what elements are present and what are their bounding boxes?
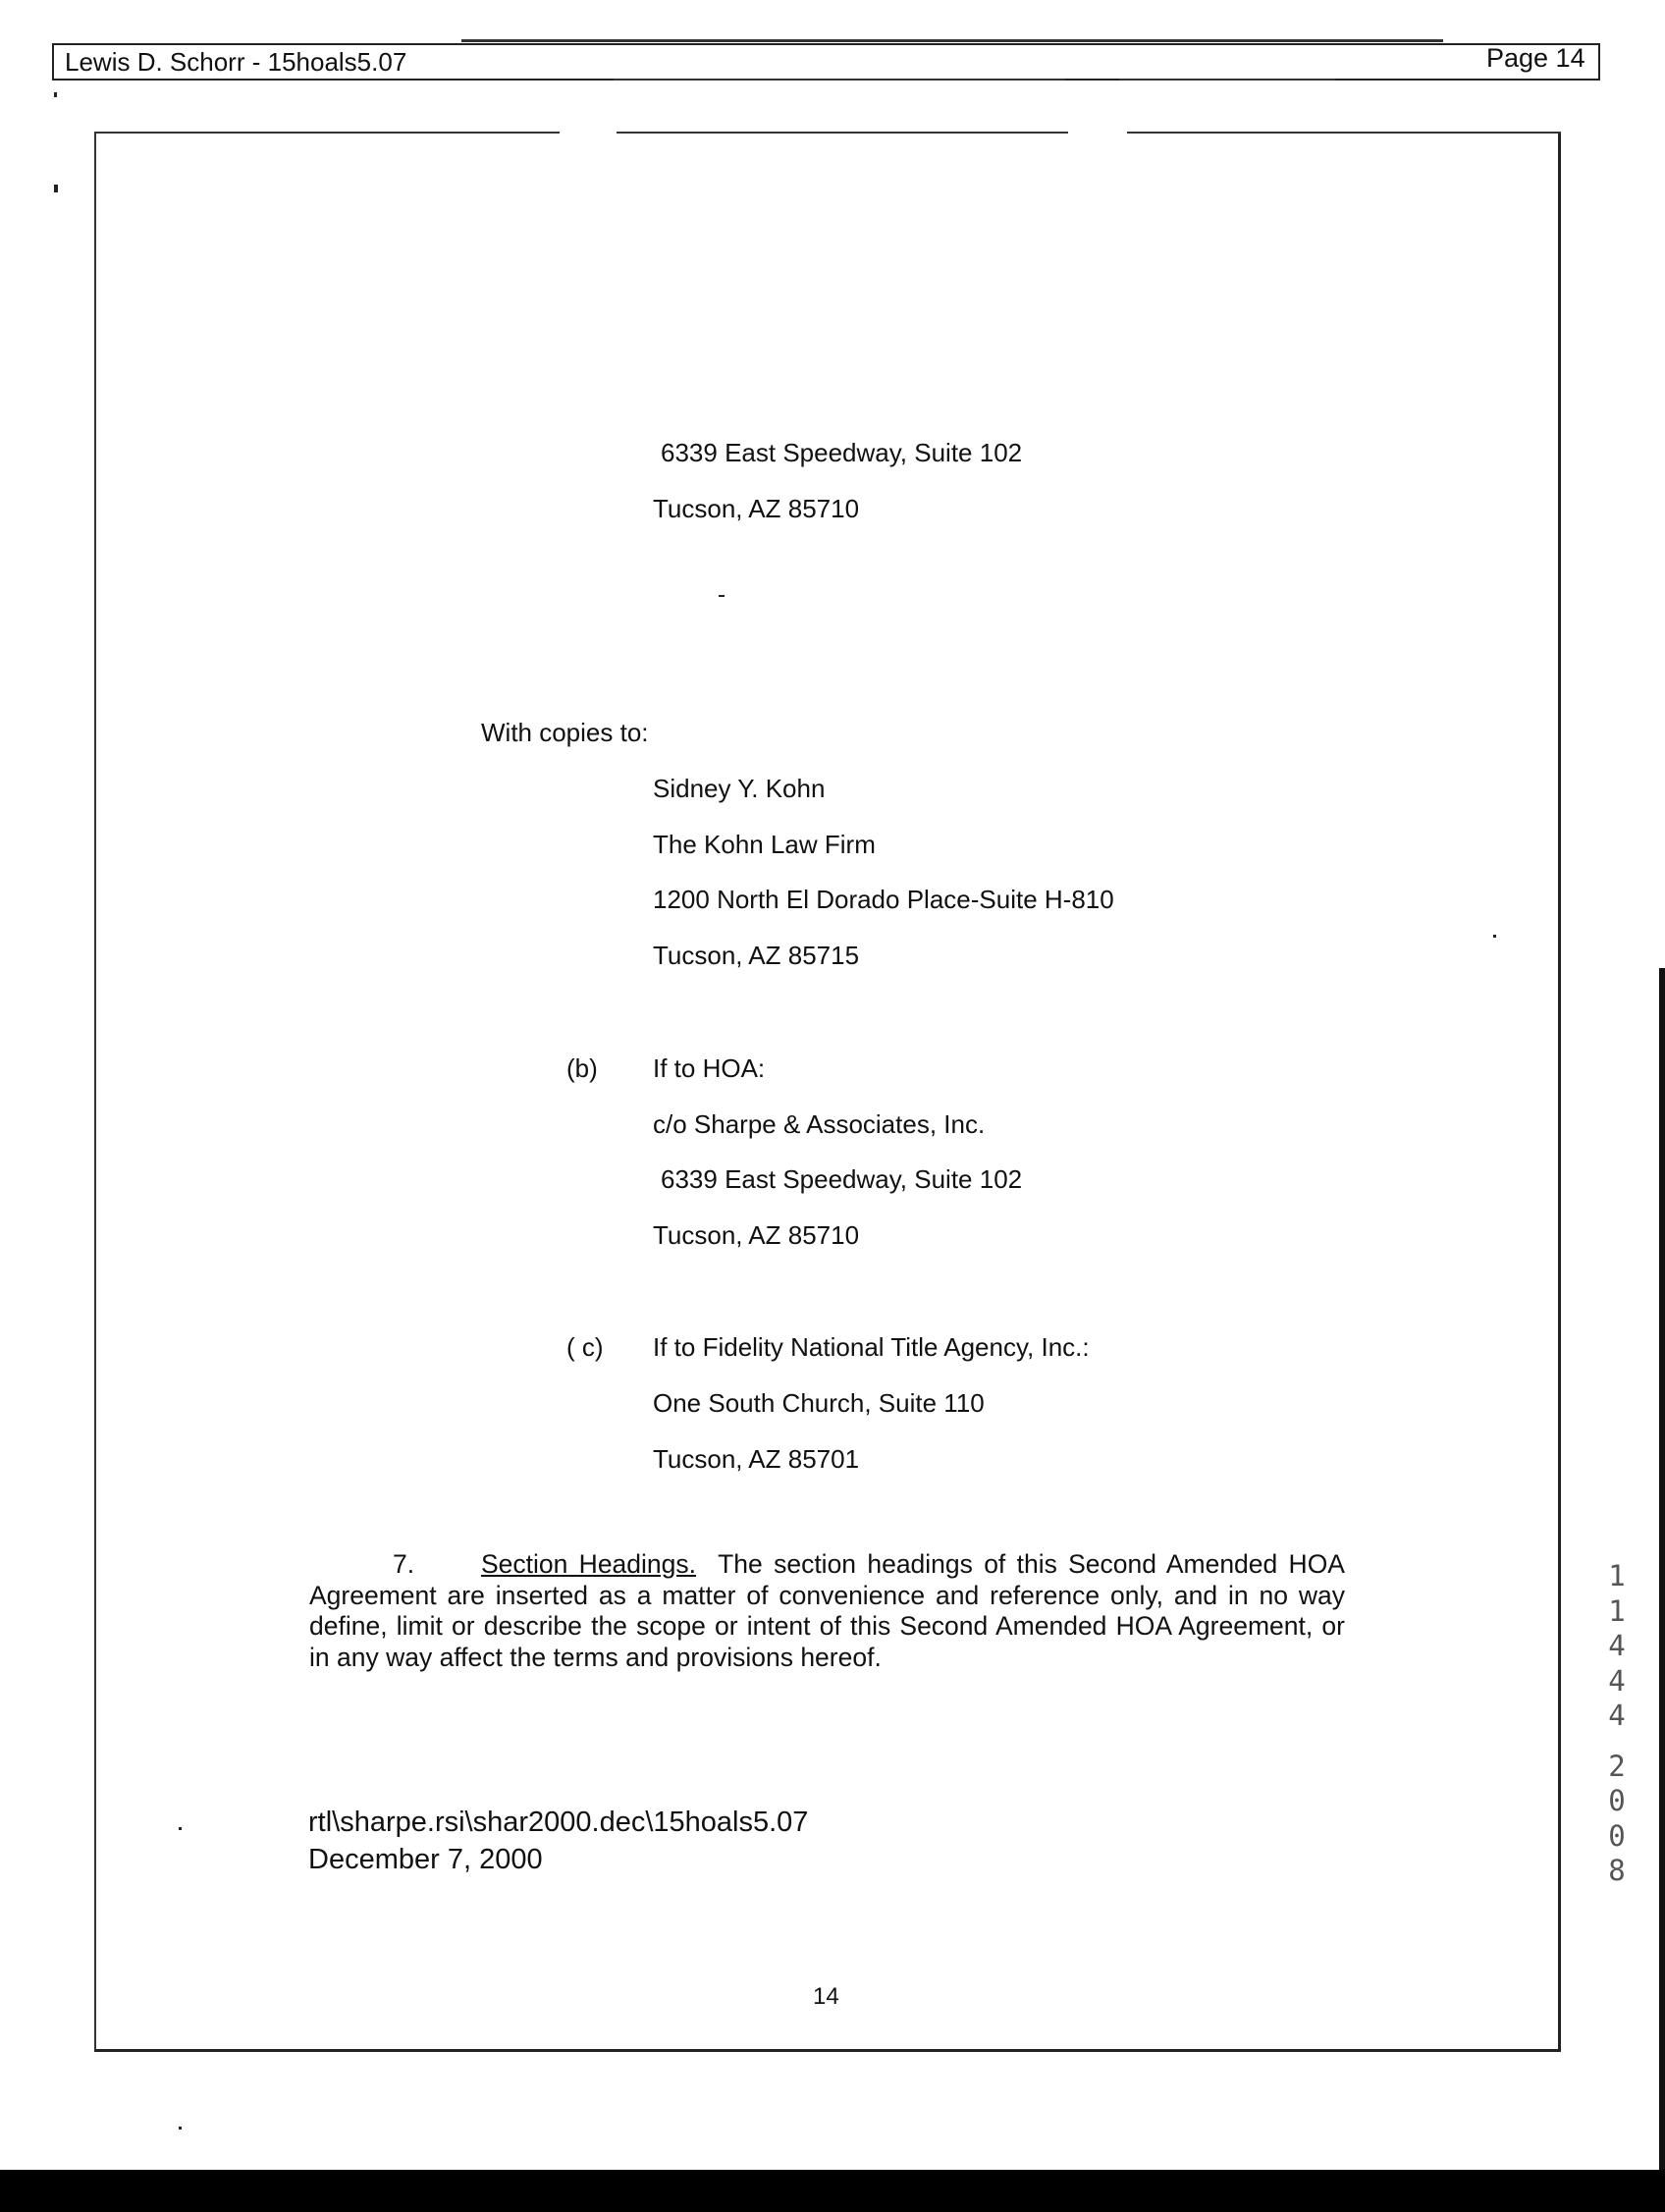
bates-digit: 1 xyxy=(1608,1559,1626,1592)
scan-edge-right xyxy=(1659,968,1665,2170)
page-number: 14 xyxy=(813,1983,839,2010)
copies-line: Tucson, AZ 85715 xyxy=(653,941,860,970)
bates-digit: 4 xyxy=(1608,1663,1626,1698)
scan-speck xyxy=(1493,935,1496,938)
header-page-label: Page 14 xyxy=(1486,43,1585,73)
top-address-line: Tucson, AZ 85710 xyxy=(653,494,860,523)
bates-digit: 1 xyxy=(1608,1593,1626,1628)
header-rule xyxy=(614,79,1065,81)
bates-digit: 8 xyxy=(1608,1854,1626,1887)
bates-digit: 4 xyxy=(1608,1699,1626,1732)
fidelity-line: Tucson, AZ 85701 xyxy=(653,1444,860,1474)
scan-edge-bottom xyxy=(0,2170,1665,2212)
header-rule xyxy=(1119,79,1335,81)
section-7-body: The section headings of this Second Amended HOA Agreement are inserted as a matter of convenience and reference only, and in no way define, limit or describe the scope or intent of this Second Amended HOA Agreement, or in any way affect the terms and provisions hereof. xyxy=(309,1549,1345,1672)
scan-speck xyxy=(54,185,58,192)
fidelity-line: One South Church, Suite 110 xyxy=(653,1388,985,1418)
fidelity-marker: ( c) xyxy=(566,1332,604,1362)
copies-label: With copies to: xyxy=(481,718,649,747)
copies-line: Sidney Y. Kohn xyxy=(653,774,826,803)
section-7-paragraph xyxy=(309,1549,1345,1673)
header-rule xyxy=(461,39,1443,42)
frame-top-rule xyxy=(1127,132,1561,134)
scan-speck xyxy=(54,92,57,97)
bates-digit: 4 xyxy=(1608,1629,1626,1662)
frame-top-rule xyxy=(617,132,1068,134)
scan-speck xyxy=(719,595,725,597)
frame-top-rule xyxy=(94,132,560,134)
scan-speck xyxy=(179,1827,182,1830)
hoa-marker: (b) xyxy=(566,1053,598,1083)
bates-digit: 2 xyxy=(1608,1749,1626,1783)
section-7-number: 7. xyxy=(393,1549,415,1579)
copies-line: The Kohn Law Firm xyxy=(653,830,876,859)
hoa-heading: If to HOA: xyxy=(653,1053,766,1083)
document-frame xyxy=(94,132,1561,2052)
hoa-line: Tucson, AZ 85710 xyxy=(653,1220,860,1250)
section-7-title: Section Headings. xyxy=(481,1549,697,1579)
top-address-line: 6339 East Speedway, Suite 102 xyxy=(661,438,1023,467)
copies-line: 1200 North El Dorado Place-Suite H-810 xyxy=(653,885,1114,914)
bates-digit: 0 xyxy=(1608,1784,1626,1817)
scan-speck xyxy=(179,2127,182,2130)
hoa-line: 6339 East Speedway, Suite 102 xyxy=(661,1164,1023,1194)
bates-digit: 0 xyxy=(1608,1818,1626,1853)
fidelity-heading: If to Fidelity National Title Agency, Inc.: xyxy=(653,1332,1090,1362)
hoa-line: c/o Sharpe & Associates, Inc. xyxy=(653,1109,986,1139)
bates-stamp xyxy=(1602,1559,1632,1889)
document-date: December 7, 2000 xyxy=(308,1844,543,1875)
file-path: rtl\sharpe.rsi\shar2000.dec\15hoals5.07 xyxy=(308,1807,809,1838)
header-title: Lewis D. Schorr - 15hoals5.07 xyxy=(65,47,407,77)
